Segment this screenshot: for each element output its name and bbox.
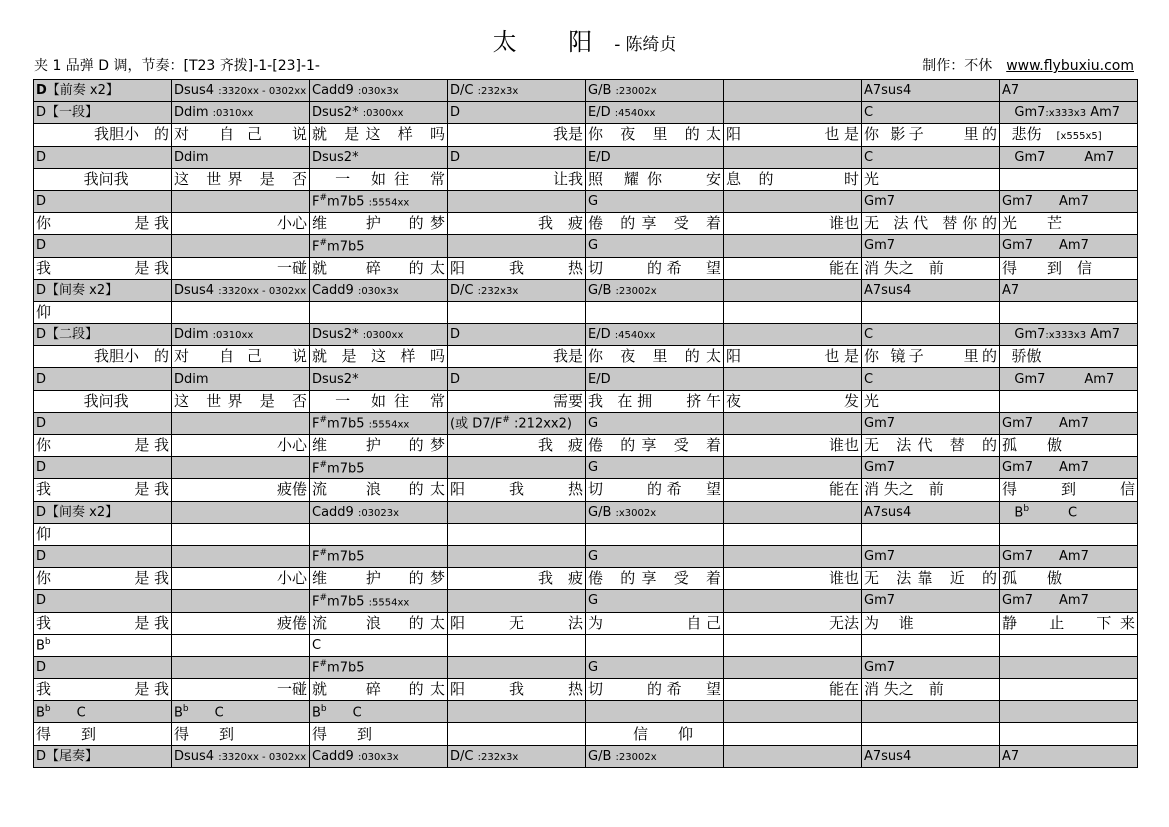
- lyric-cell: [448, 523, 586, 545]
- chord-cell: E/D: [586, 146, 724, 168]
- chord-cell: C: [862, 324, 1000, 346]
- chord-cell: Dsus4 :3320xx - 0302xx: [172, 745, 310, 767]
- chord-cell: A7: [1000, 80, 1138, 102]
- chord-cell: [172, 190, 310, 212]
- lyric-cell: [1000, 301, 1138, 323]
- chord-cell: Cadd9 :030x3x: [310, 80, 448, 102]
- chord-cell: Cadd9 :030x3x: [310, 279, 448, 301]
- chord-row: [34, 590, 1138, 612]
- chord-cell: D【前奏 x2】: [34, 80, 172, 102]
- lyric-row: [34, 301, 1138, 323]
- chord-cell: G: [586, 590, 724, 612]
- lyric-cell: [172, 523, 310, 545]
- lyric-cell: [724, 523, 862, 545]
- lyric-cell: 这 世界 是 否: [172, 168, 310, 190]
- chord-cell: Dsus2*: [310, 146, 448, 168]
- lyric-cell: 光 芒: [1000, 213, 1138, 235]
- chord-cell: D: [34, 412, 172, 434]
- chord-cell: A7sus4: [862, 745, 1000, 767]
- chord-cell: D/C :232x3x: [448, 279, 586, 301]
- lyric-cell: 切 的希 望: [586, 679, 724, 701]
- lyric-cell: 骄傲: [1000, 346, 1138, 368]
- lyric-cell: 无 法代 替你的: [862, 213, 1000, 235]
- site-link[interactable]: www.flybuxiu.com: [1006, 58, 1134, 74]
- chord-cell: [448, 656, 586, 678]
- chord-cell: [172, 457, 310, 479]
- lyric-cell: 倦 的享 受 着: [586, 435, 724, 457]
- chord-cell: Gm7 Am7: [1000, 545, 1138, 567]
- lyric-cell: 我 是我: [34, 257, 172, 279]
- credit-author: 制作：不休: [922, 58, 993, 74]
- chord-row: [34, 102, 1138, 124]
- chord-cell: [724, 190, 862, 212]
- chord-row: [34, 368, 1138, 390]
- chord-row: [34, 279, 1138, 301]
- chord-cell: A7sus4: [862, 501, 1000, 523]
- chord-cell: [448, 501, 586, 523]
- lyric-cell: 阳 也是: [724, 124, 862, 146]
- chord-cell: [448, 701, 586, 723]
- lyric-cell: [310, 523, 448, 545]
- chord-cell: [862, 701, 1000, 723]
- lyric-cell: 你 夜 里 的太: [586, 124, 724, 146]
- lyric-row: [34, 390, 1138, 412]
- lyric-cell: 得 到 信: [1000, 479, 1138, 501]
- chord-cell: [172, 501, 310, 523]
- lyric-cell: [1000, 523, 1138, 545]
- lyric-cell: 切 的希 望: [586, 257, 724, 279]
- lyric-cell: 我 疲: [448, 213, 586, 235]
- artist-name: 陈绮贞: [625, 35, 677, 55]
- chord-row: [34, 412, 1138, 434]
- chord-cell: Dsus2* :0300xx: [310, 324, 448, 346]
- lyric-row: [34, 257, 1138, 279]
- lyric-cell: 小心: [172, 435, 310, 457]
- lyric-cell: [862, 523, 1000, 545]
- chord-cell: Dsus4 :3320xx - 0302xx: [172, 80, 310, 102]
- lyric-cell: 静 止 下来: [1000, 612, 1138, 634]
- chord-cell: E/D: [586, 368, 724, 390]
- chord-cell: G: [586, 545, 724, 567]
- chord-cell: A7sus4: [862, 80, 1000, 102]
- chord-cell: [586, 701, 724, 723]
- chord-cell: D: [448, 146, 586, 168]
- lyric-cell: 无 法靠 近 的: [862, 568, 1000, 590]
- lyric-cell: 消 失之 前: [862, 679, 1000, 701]
- chord-row: [34, 235, 1138, 257]
- lyric-cell: 倦 的享 受 着: [586, 213, 724, 235]
- chord-cell: A7: [1000, 745, 1138, 767]
- lyric-cell: 维 护 的梦: [310, 213, 448, 235]
- chord-cell: Gm7 Am7: [1000, 590, 1138, 612]
- lyric-cell: [862, 723, 1000, 745]
- lyric-cell: [310, 301, 448, 323]
- chord-cell: D: [34, 146, 172, 168]
- lyric-row: [34, 168, 1138, 190]
- chord-cell: Cadd9 :030x3x: [310, 745, 448, 767]
- lyric-cell: 倦 的享 受 着: [586, 568, 724, 590]
- chord-cell: Gm7: [862, 656, 1000, 678]
- chord-sheet-table: [33, 79, 1138, 768]
- lyric-cell: 能在: [724, 257, 862, 279]
- lyric-cell: 就 是 这 样 吗: [310, 346, 448, 368]
- song-title: 太 阳: [492, 28, 615, 56]
- chord-cell: Gm7 Am7: [1000, 412, 1138, 434]
- chord-cell: [1000, 701, 1138, 723]
- lyric-cell: 维 护 的梦: [310, 568, 448, 590]
- lyric-cell: 能在: [724, 679, 862, 701]
- chord-row: [34, 146, 1138, 168]
- lyric-cell: 我胆小 的: [34, 124, 172, 146]
- chord-cell: Gm7: [862, 457, 1000, 479]
- chord-row: [34, 324, 1138, 346]
- lyric-cell: 仰: [34, 301, 172, 323]
- lyric-cell: 无法: [724, 612, 862, 634]
- lyric-cell: [1000, 390, 1138, 412]
- chord-cell: A7sus4: [862, 279, 1000, 301]
- sheet-body: [34, 80, 1138, 768]
- chord-cell: G/B :x3002x: [586, 501, 724, 523]
- chord-cell: $B^b$ C: [310, 701, 448, 723]
- lyric-cell: 你 是我: [34, 435, 172, 457]
- chord-cell: [1000, 634, 1138, 656]
- chord-cell: [724, 80, 862, 102]
- chord-row: [34, 190, 1138, 212]
- chord-cell: [724, 368, 862, 390]
- chord-cell: D: [34, 590, 172, 612]
- chord-cell: [724, 102, 862, 124]
- chord-cell: [172, 412, 310, 434]
- lyric-cell: 照 耀你 安: [586, 168, 724, 190]
- chord-row: [34, 745, 1138, 767]
- chord-cell: E/D :4540xx: [586, 324, 724, 346]
- lyric-cell: 无 法代 替 的: [862, 435, 1000, 457]
- chord-cell: [172, 634, 310, 656]
- lyric-cell: [1000, 723, 1138, 745]
- chord-cell: D: [34, 457, 172, 479]
- chord-cell: Cadd9 :03023x: [310, 501, 448, 523]
- chord-cell: G/B :23002x: [586, 745, 724, 767]
- lyric-row: [34, 612, 1138, 634]
- lyric-cell: 维 护 的梦: [310, 435, 448, 457]
- chord-cell: D: [34, 190, 172, 212]
- lyric-cell: 孤 傲: [1000, 435, 1138, 457]
- lyric-cell: 阳 我 热: [448, 679, 586, 701]
- lyric-cell: 谁也: [724, 213, 862, 235]
- chord-cell: F#m7b5: [310, 457, 448, 479]
- chord-cell: D: [448, 368, 586, 390]
- chord-cell: [448, 190, 586, 212]
- lyric-cell: 这 世界 是 否: [172, 390, 310, 412]
- chord-cell: D: [34, 235, 172, 257]
- chord-cell: A7: [1000, 279, 1138, 301]
- chord-cell: [448, 590, 586, 612]
- lyric-cell: 我问我: [34, 390, 172, 412]
- lyric-cell: 就 是这 样 吗: [310, 124, 448, 146]
- lyric-cell: 我 是我: [34, 479, 172, 501]
- chord-row: [34, 501, 1138, 523]
- lyric-cell: 得 到 信: [1000, 257, 1138, 279]
- chord-cell: D【间奏 x2】: [34, 501, 172, 523]
- song-title-line: [0, 22, 1169, 57]
- lyric-cell: 我 在拥 挤午: [586, 390, 724, 412]
- chord-cell: [724, 235, 862, 257]
- chord-cell: F#m7b5 :5554xx: [310, 412, 448, 434]
- lyric-cell: 光: [862, 168, 1000, 190]
- chord-row: [34, 545, 1138, 567]
- chord-cell: [172, 545, 310, 567]
- lyric-cell: 让我: [448, 168, 586, 190]
- chord-cell: D: [448, 324, 586, 346]
- chord-cell: [724, 412, 862, 434]
- lyric-row: [34, 479, 1138, 501]
- chord-cell: (或 D7/F# :212xx2): [448, 412, 586, 434]
- lyric-cell: 我 疲: [448, 568, 586, 590]
- chord-cell: $B^b$ C: [172, 701, 310, 723]
- chord-cell: Dsus2*: [310, 368, 448, 390]
- chord-cell: [724, 656, 862, 678]
- chord-cell: Gm7 Am7: [1000, 146, 1138, 168]
- chord-cell: D【一段】: [34, 102, 172, 124]
- chord-row: [34, 701, 1138, 723]
- lyric-cell: [586, 523, 724, 545]
- chord-cell: C: [862, 102, 1000, 124]
- chord-cell: F#m7b5: [310, 545, 448, 567]
- chord-cell: D: [34, 368, 172, 390]
- lyric-cell: 我 疲: [448, 435, 586, 457]
- lyric-cell: 信 仰: [586, 723, 724, 745]
- chord-cell: D: [34, 656, 172, 678]
- lyric-cell: 疲倦: [172, 479, 310, 501]
- lyric-cell: 阳 我 热: [448, 479, 586, 501]
- lyric-cell: [448, 301, 586, 323]
- chord-cell: Gm7 Am7: [1000, 457, 1138, 479]
- chord-cell: D【间奏 x2】: [34, 279, 172, 301]
- lyric-cell: [862, 301, 1000, 323]
- lyric-cell: 消 失之 前: [862, 257, 1000, 279]
- lyric-cell: 悲伤 [x555x5]: [1000, 124, 1138, 146]
- chord-cell: F#m7b5: [310, 235, 448, 257]
- credit-line: [922, 55, 1134, 75]
- lyric-cell: 阳 无 法: [448, 612, 586, 634]
- lyric-cell: 就 碎 的太: [310, 679, 448, 701]
- chord-cell: [448, 457, 586, 479]
- lyric-cell: [172, 301, 310, 323]
- chord-cell: $B^b$ C: [1000, 501, 1138, 523]
- lyric-row: [34, 568, 1138, 590]
- lyric-row: [34, 435, 1138, 457]
- chord-cell: Gm7: [862, 190, 1000, 212]
- lyric-cell: 阳 我 热: [448, 257, 586, 279]
- chord-cell: Dsus4 :3320xx - 0302xx: [172, 279, 310, 301]
- lyric-row: [34, 679, 1138, 701]
- lyric-cell: 消 失之 前: [862, 479, 1000, 501]
- lyric-cell: 夜 发: [724, 390, 862, 412]
- chord-cell: Ddim: [172, 368, 310, 390]
- chord-row: [34, 80, 1138, 102]
- lyric-cell: 谁也: [724, 435, 862, 457]
- chord-cell: [172, 590, 310, 612]
- chord-cell: $B^b$ C: [34, 701, 172, 723]
- lyric-cell: 孤 傲: [1000, 568, 1138, 590]
- chord-cell: [724, 279, 862, 301]
- lyric-cell: [448, 723, 586, 745]
- chord-cell: G: [586, 457, 724, 479]
- lyric-cell: [724, 723, 862, 745]
- chord-cell: G: [586, 412, 724, 434]
- chord-cell: F#m7b5 :5554xx: [310, 190, 448, 212]
- lyric-cell: 疲倦: [172, 612, 310, 634]
- lyric-cell: 我胆小 的: [34, 346, 172, 368]
- lyric-cell: 一碰: [172, 257, 310, 279]
- lyric-cell: 小心: [172, 213, 310, 235]
- chord-cell: [724, 634, 862, 656]
- chord-cell: Gm7:x333x3 Am7: [1000, 324, 1138, 346]
- lyric-cell: 流 浪 的太: [310, 612, 448, 634]
- lyric-cell: 得 到: [172, 723, 310, 745]
- lyric-cell: 我 是我: [34, 612, 172, 634]
- chord-cell: Gm7: [862, 545, 1000, 567]
- chord-row: [34, 634, 1138, 656]
- lyric-cell: 息 的 时: [724, 168, 862, 190]
- chord-cell: C: [310, 634, 448, 656]
- lyric-cell: [724, 301, 862, 323]
- lyric-cell: 小心: [172, 568, 310, 590]
- lyric-cell: 对 自己 说: [172, 346, 310, 368]
- lyric-row: [34, 523, 1138, 545]
- lyric-row: [34, 213, 1138, 235]
- lyric-cell: 你 影子 里的: [862, 124, 1000, 146]
- chord-cell: [724, 545, 862, 567]
- title-separator: -: [614, 35, 621, 55]
- chord-cell: D/C :232x3x: [448, 80, 586, 102]
- lyric-cell: [1000, 679, 1138, 701]
- chord-cell: Ddim :0310xx: [172, 324, 310, 346]
- chord-cell: [724, 745, 862, 767]
- lyric-cell: 仰: [34, 523, 172, 545]
- play-info: 夹 1 品弹 D 调，节奏：[T23 齐拨]-1-[23]-1-: [34, 58, 320, 74]
- lyric-cell: 我 是我: [34, 679, 172, 701]
- lyric-cell: [586, 301, 724, 323]
- chord-cell: D: [34, 545, 172, 567]
- lyric-cell: 得 到: [310, 723, 448, 745]
- chord-cell: [1000, 656, 1138, 678]
- lyric-cell: 流 浪 的太: [310, 479, 448, 501]
- chord-cell: [724, 324, 862, 346]
- lyric-cell: [1000, 168, 1138, 190]
- lyric-cell: 就 碎 的太: [310, 257, 448, 279]
- lyric-cell: 对 自己 说: [172, 124, 310, 146]
- lyric-cell: 谁也: [724, 568, 862, 590]
- chord-cell: [724, 501, 862, 523]
- chord-cell: Ddim :0310xx: [172, 102, 310, 124]
- lyric-cell: 一 如往 常: [310, 390, 448, 412]
- chord-cell: F#m7b5 :5554xx: [310, 590, 448, 612]
- lyric-cell: 为 自己: [586, 612, 724, 634]
- lyric-cell: 你 是我: [34, 568, 172, 590]
- chord-cell: G: [586, 656, 724, 678]
- lyric-cell: 光: [862, 390, 1000, 412]
- chord-cell: $B^b$: [34, 634, 172, 656]
- chord-cell: C: [862, 368, 1000, 390]
- chord-cell: D: [448, 102, 586, 124]
- lyric-cell: 一碰: [172, 679, 310, 701]
- lyric-row: [34, 723, 1138, 745]
- chord-cell: Gm7:x333x3 Am7: [1000, 102, 1138, 124]
- chord-cell: Gm7 Am7: [1000, 368, 1138, 390]
- lyric-cell: 我是: [448, 124, 586, 146]
- chord-cell: Gm7 Am7: [1000, 235, 1138, 257]
- chord-cell: C: [862, 146, 1000, 168]
- lyric-cell: 切 的希 望: [586, 479, 724, 501]
- chord-cell: Dsus2* :0300xx: [310, 102, 448, 124]
- chord-cell: [724, 457, 862, 479]
- lyric-row: [34, 124, 1138, 146]
- chord-cell: G: [586, 190, 724, 212]
- chord-cell: E/D :4540xx: [586, 102, 724, 124]
- chord-cell: [724, 146, 862, 168]
- chord-row: [34, 656, 1138, 678]
- chord-cell: [862, 634, 1000, 656]
- chord-cell: [586, 634, 724, 656]
- lyric-cell: 你 夜 里 的太: [586, 346, 724, 368]
- lyric-cell: 我是: [448, 346, 586, 368]
- chord-cell: Gm7: [862, 412, 1000, 434]
- lyric-cell: 我问我: [34, 168, 172, 190]
- lyric-cell: 得 到: [34, 723, 172, 745]
- lyric-cell: 能在: [724, 479, 862, 501]
- chord-cell: Gm7: [862, 235, 1000, 257]
- chord-cell: [724, 590, 862, 612]
- chord-cell: G: [586, 235, 724, 257]
- chord-cell: [172, 656, 310, 678]
- chord-cell: Gm7 Am7: [1000, 190, 1138, 212]
- lyric-row: [34, 346, 1138, 368]
- lyric-cell: 一 如往 常: [310, 168, 448, 190]
- chord-cell: D【二段】: [34, 324, 172, 346]
- chord-cell: Gm7: [862, 590, 1000, 612]
- chord-cell: [724, 701, 862, 723]
- chord-cell: [448, 545, 586, 567]
- chord-cell: Ddim: [172, 146, 310, 168]
- lyric-cell: 你 镜子 里的: [862, 346, 1000, 368]
- lyric-cell: 阳 也是: [724, 346, 862, 368]
- chord-cell: D/C :232x3x: [448, 745, 586, 767]
- chord-cell: F#m7b5: [310, 656, 448, 678]
- lyric-cell: 为 谁: [862, 612, 1000, 634]
- chord-cell: [448, 235, 586, 257]
- lyric-cell: 需要: [448, 390, 586, 412]
- chord-cell: D【尾奏】: [34, 745, 172, 767]
- chord-cell: [172, 235, 310, 257]
- chord-cell: G/B :23002x: [586, 80, 724, 102]
- chord-row: [34, 457, 1138, 479]
- chord-cell: G/B :23002x: [586, 279, 724, 301]
- chord-cell: [448, 634, 586, 656]
- lyric-cell: 你 是我: [34, 213, 172, 235]
